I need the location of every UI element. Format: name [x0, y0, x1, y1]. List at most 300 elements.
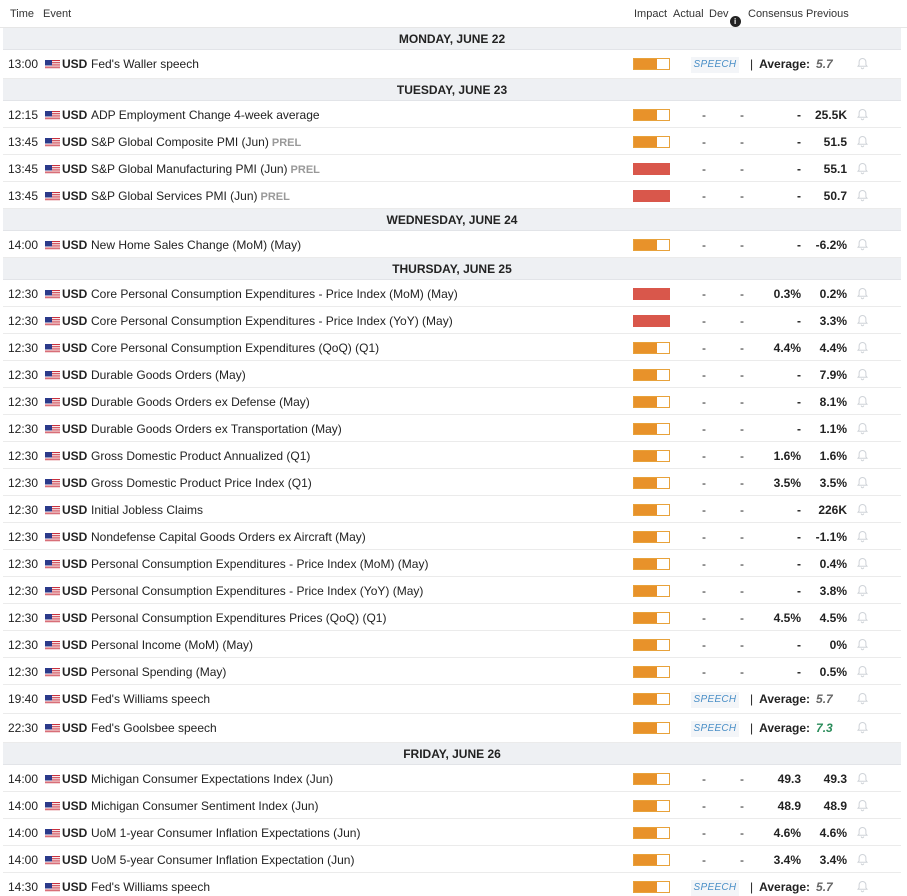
header-time[interactable]: Time — [10, 8, 35, 20]
bell-icon[interactable] — [856, 611, 869, 624]
previous-value: 48.9 — [823, 799, 847, 813]
previous-value: 226K — [818, 503, 847, 517]
separator: | — [750, 880, 754, 894]
us-flag-icon — [45, 694, 60, 704]
event-name-text: Fed's Goolsbee speech — [91, 721, 217, 735]
event-time: 14:00 — [8, 799, 39, 813]
impact-bar — [633, 369, 670, 381]
event-time: 12:30 — [8, 422, 39, 436]
average-number: 5.7 — [816, 880, 833, 894]
impact-bar — [633, 504, 670, 516]
impact-bar — [633, 315, 670, 327]
deviation-value: - — [740, 238, 744, 252]
actual-value: - — [702, 638, 706, 652]
previous-value: -1.1% — [815, 530, 847, 544]
impact-bar — [633, 58, 670, 70]
deviation-value: - — [740, 449, 744, 463]
event-row[interactable] — [3, 334, 901, 361]
average-number: 5.7 — [816, 692, 833, 706]
previous-value: 0.5% — [819, 665, 847, 679]
impact-bar-fill — [634, 289, 669, 299]
impact-bar-fill — [634, 343, 657, 353]
consensus-value: 3.4% — [773, 853, 801, 867]
bell-icon[interactable] — [856, 638, 869, 651]
impact-bar-fill — [634, 640, 657, 650]
deviation-value: - — [740, 638, 744, 652]
event-name[interactable] — [91, 57, 199, 71]
us-flag-icon — [45, 424, 60, 434]
impact-bar-fill — [634, 478, 657, 488]
previous-value: 0.2% — [819, 287, 847, 301]
event-name[interactable] — [91, 530, 366, 544]
event-row[interactable] — [3, 658, 901, 685]
impact-bar — [633, 531, 670, 543]
us-flag-icon — [45, 343, 60, 353]
event-name-text: Gross Domestic Product Price Index (Q1) — [91, 476, 312, 490]
prel-badge: PREL — [271, 137, 302, 149]
header-consensus[interactable]: Consensus — [748, 8, 804, 20]
impact-bar-fill — [634, 370, 657, 380]
bell-icon[interactable] — [856, 57, 869, 70]
event-row[interactable] — [3, 469, 901, 496]
us-flag-icon — [45, 289, 60, 299]
previous-value: 1.6% — [819, 449, 847, 463]
bell-icon[interactable] — [856, 799, 869, 812]
event-name[interactable] — [91, 314, 453, 328]
event-name[interactable] — [91, 449, 310, 463]
impact-bar-fill — [634, 694, 657, 704]
consensus-value: 1.6% — [773, 449, 801, 463]
event-row[interactable] — [3, 496, 901, 523]
event-row[interactable] — [3, 231, 901, 258]
us-flag-icon — [45, 828, 60, 838]
actual-value: - — [702, 853, 706, 867]
consensus-value: 0.3% — [773, 287, 801, 301]
bell-icon[interactable] — [856, 503, 869, 516]
deviation-value: - — [740, 611, 744, 625]
bell-icon[interactable] — [856, 314, 869, 327]
event-name[interactable] — [91, 584, 423, 598]
event-name-text: S&P Global Services PMI (Jun) — [91, 189, 258, 203]
us-flag-icon — [45, 451, 60, 461]
event-time: 19:40 — [8, 692, 39, 706]
event-currency: USD — [62, 287, 88, 301]
impact-bar — [633, 666, 670, 678]
event-currency: USD — [62, 692, 88, 706]
actual-value: - — [702, 189, 706, 203]
impact-bar — [633, 136, 670, 148]
previous-value: 7.9% — [819, 368, 847, 382]
actual-value: - — [702, 135, 706, 149]
event-currency: USD — [62, 341, 88, 355]
event-row[interactable] — [3, 523, 901, 550]
event-name-text: Core Personal Consumption Expenditures (QoQ) (Q1) — [91, 341, 380, 355]
previous-value: 4.5% — [819, 611, 847, 625]
event-row[interactable] — [3, 765, 901, 792]
event-time: 14:00 — [8, 853, 39, 867]
event-currency: USD — [62, 422, 88, 436]
consensus-value: - — [797, 368, 801, 382]
actual-value: - — [702, 287, 706, 301]
event-time: 12:30 — [8, 665, 39, 679]
average-label: Average: — [759, 57, 811, 71]
previous-value: 8.1% — [819, 395, 847, 409]
event-row[interactable] — [3, 307, 901, 334]
event-name[interactable] — [91, 476, 312, 490]
event-row[interactable] — [3, 873, 901, 896]
average-label: Average: — [759, 880, 811, 894]
event-row[interactable] — [3, 577, 901, 604]
deviation-value: - — [740, 584, 744, 598]
average-label: Average: — [759, 692, 811, 706]
impact-bar — [633, 827, 670, 839]
us-flag-icon — [45, 59, 60, 69]
event-name-text: Michigan Consumer Sentiment Index (Jun) — [91, 799, 319, 813]
us-flag-icon — [45, 532, 60, 542]
event-row[interactable] — [3, 415, 901, 442]
info-icon[interactable]: i — [730, 16, 741, 27]
previous-value: 3.3% — [819, 314, 847, 328]
event-time: 12:30 — [8, 584, 39, 598]
event-time: 13:00 — [8, 57, 39, 71]
bell-icon[interactable] — [856, 395, 869, 408]
event-name[interactable] — [91, 395, 310, 409]
average-number: 5.7 — [816, 57, 833, 71]
impact-bar-fill — [634, 164, 669, 174]
average-value — [750, 692, 833, 706]
bell-icon[interactable] — [856, 557, 869, 570]
deviation-value: - — [740, 395, 744, 409]
event-name[interactable] — [91, 108, 320, 122]
event-time: 14:00 — [8, 772, 39, 786]
consensus-value: - — [797, 584, 801, 598]
event-name[interactable] — [91, 665, 226, 679]
event-name-text: Durable Goods Orders ex Transportation (May) — [91, 422, 342, 436]
event-row[interactable] — [3, 50, 901, 79]
bell-icon[interactable] — [856, 422, 869, 435]
bell-icon[interactable] — [856, 135, 869, 148]
impact-bar-fill — [634, 240, 657, 250]
actual-value: - — [702, 799, 706, 813]
event-row[interactable] — [3, 388, 901, 415]
us-flag-icon — [45, 505, 60, 515]
impact-bar-fill — [634, 723, 657, 733]
event-time: 14:30 — [8, 880, 39, 894]
event-time: 12:30 — [8, 449, 39, 463]
impact-bar-fill — [634, 397, 657, 407]
speech-badge: SPEECH — [691, 880, 739, 896]
event-time: 12:30 — [8, 611, 39, 625]
actual-value: - — [702, 238, 706, 252]
event-time: 14:00 — [8, 238, 39, 252]
event-name-text: Initial Jobless Claims — [91, 503, 204, 517]
event-name-text: S&P Global Composite PMI (Jun) — [91, 135, 269, 149]
deviation-value: - — [740, 772, 744, 786]
event-name-text: Nondefense Capital Goods Orders ex Aircraft (May) — [91, 530, 366, 544]
header-event[interactable]: Event — [43, 8, 72, 20]
bell-icon[interactable] — [856, 772, 869, 785]
event-currency: USD — [62, 503, 88, 517]
impact-bar-fill — [634, 59, 657, 69]
event-name[interactable] — [91, 422, 342, 436]
event-time: 12:30 — [8, 287, 39, 301]
event-name-text: UoM 1-year Consumer Inflation Expectations (Jun) — [91, 826, 361, 840]
impact-bar — [633, 239, 670, 251]
event-row[interactable] — [3, 550, 901, 577]
event-name-text: UoM 5-year Consumer Inflation Expectation (Jun) — [91, 853, 355, 867]
us-flag-icon — [45, 855, 60, 865]
separator: | — [750, 692, 754, 706]
day-header: TUESDAY, JUNE 23 — [3, 79, 901, 101]
header-impact[interactable]: Impact — [634, 8, 668, 20]
impact-bar-fill — [634, 451, 657, 461]
deviation-value: - — [740, 826, 744, 840]
calendar-header — [0, 0, 907, 28]
impact-bar — [633, 190, 670, 202]
previous-value: -6.2% — [815, 238, 847, 252]
prel-badge: PREL — [260, 191, 290, 203]
previous-value: 0% — [829, 638, 847, 652]
event-name-text: Fed's Williams speech — [91, 880, 210, 894]
header-actual[interactable]: Actual — [673, 8, 704, 20]
event-name[interactable] — [91, 135, 301, 149]
event-name[interactable] — [91, 721, 217, 735]
event-row[interactable] — [3, 101, 901, 128]
us-flag-icon — [45, 316, 60, 326]
bell-icon[interactable] — [856, 368, 869, 381]
bell-icon[interactable] — [856, 341, 869, 354]
bell-icon[interactable] — [856, 238, 869, 251]
event-name-text: Personal Consumption Expenditures - Price Index (MoM) (May) — [91, 557, 429, 571]
bell-icon[interactable] — [856, 665, 869, 678]
bell-icon[interactable] — [856, 449, 869, 462]
bell-icon[interactable] — [856, 584, 869, 597]
impact-bar — [633, 639, 670, 651]
event-time: 12:30 — [8, 341, 39, 355]
actual-value: - — [702, 395, 706, 409]
impact-bar — [633, 722, 670, 734]
event-name[interactable] — [91, 772, 333, 786]
header-dev[interactable]: Dev i — [709, 8, 729, 20]
us-flag-icon — [45, 586, 60, 596]
event-name[interactable] — [91, 853, 354, 867]
event-currency: USD — [62, 772, 88, 786]
event-row[interactable] — [3, 714, 901, 743]
event-currency: USD — [62, 368, 88, 382]
impact-bar-fill — [634, 191, 669, 201]
consensus-value: - — [797, 314, 801, 328]
event-row[interactable] — [3, 631, 901, 658]
bell-icon[interactable] — [856, 853, 869, 866]
previous-value: 0.4% — [819, 557, 847, 571]
impact-bar-fill — [634, 613, 657, 623]
event-currency: USD — [62, 57, 88, 71]
consensus-value: - — [797, 422, 801, 436]
event-name-text: Durable Goods Orders ex Defense (May) — [91, 395, 310, 409]
day-header: WEDNESDAY, JUNE 24 — [3, 209, 901, 231]
us-flag-icon — [45, 667, 60, 677]
us-flag-icon — [45, 370, 60, 380]
event-currency: USD — [62, 135, 88, 149]
bell-icon[interactable] — [856, 108, 869, 121]
consensus-value: - — [797, 395, 801, 409]
event-row[interactable] — [3, 182, 901, 209]
event-name[interactable] — [91, 341, 379, 355]
previous-value: 3.4% — [819, 853, 847, 867]
actual-value: - — [702, 772, 706, 786]
event-currency: USD — [62, 530, 88, 544]
actual-value: - — [702, 530, 706, 544]
event-row[interactable] — [3, 846, 901, 873]
consensus-value: 48.9 — [777, 799, 801, 813]
us-flag-icon — [45, 559, 60, 569]
previous-value: 51.5 — [823, 135, 847, 149]
day-header: THURSDAY, JUNE 25 — [3, 258, 901, 280]
event-name[interactable] — [91, 826, 360, 840]
impact-bar — [633, 800, 670, 812]
average-number: 7.3 — [816, 721, 833, 735]
impact-bar — [633, 477, 670, 489]
actual-value: - — [702, 108, 706, 122]
event-time: 12:30 — [8, 476, 39, 490]
event-currency: USD — [62, 880, 88, 894]
bell-icon[interactable] — [856, 476, 869, 489]
event-name[interactable] — [91, 557, 428, 571]
event-name[interactable] — [91, 503, 203, 517]
impact-bar — [633, 585, 670, 597]
event-name[interactable] — [91, 611, 386, 625]
actual-value: - — [702, 611, 706, 625]
bell-icon[interactable] — [856, 162, 869, 175]
day-header: FRIDAY, JUNE 26 — [3, 743, 901, 765]
event-time: 13:45 — [8, 189, 39, 203]
event-name[interactable] — [91, 287, 458, 301]
event-row[interactable] — [3, 280, 901, 307]
bell-icon[interactable] — [856, 287, 869, 300]
consensus-value: - — [797, 557, 801, 571]
day-header: MONDAY, JUNE 22 — [3, 28, 901, 50]
event-name[interactable] — [91, 692, 210, 706]
impact-bar-fill — [634, 586, 657, 596]
impact-bar-fill — [634, 828, 657, 838]
impact-bar — [633, 396, 670, 408]
consensus-value: 49.3 — [777, 772, 801, 786]
average-label: Average: — [759, 721, 811, 735]
consensus-value: - — [797, 503, 801, 517]
consensus-value: - — [797, 108, 801, 122]
consensus-value: - — [797, 189, 801, 203]
event-currency: USD — [62, 476, 88, 490]
consensus-value: - — [797, 665, 801, 679]
deviation-value: - — [740, 853, 744, 867]
consensus-value: - — [797, 162, 801, 176]
event-currency: USD — [62, 721, 88, 735]
actual-value: - — [702, 162, 706, 176]
impact-bar-fill — [634, 110, 657, 120]
event-time: 14:00 — [8, 826, 39, 840]
bell-icon[interactable] — [856, 826, 869, 839]
event-name-text: Personal Consumption Expenditures - Price Index (YoY) (May) — [91, 584, 424, 598]
event-time: 12:30 — [8, 395, 39, 409]
deviation-value: - — [740, 799, 744, 813]
deviation-value: - — [740, 368, 744, 382]
actual-value: - — [702, 422, 706, 436]
event-time: 12:30 — [8, 638, 39, 652]
event-name[interactable] — [91, 238, 301, 252]
event-row[interactable] — [3, 442, 901, 469]
event-currency: USD — [62, 395, 88, 409]
deviation-value: - — [740, 665, 744, 679]
impact-bar-fill — [634, 316, 669, 326]
event-currency: USD — [62, 799, 88, 813]
event-name-text: Fed's Williams speech — [91, 692, 210, 706]
event-currency: USD — [62, 611, 88, 625]
event-name[interactable] — [91, 880, 210, 894]
event-time: 13:45 — [8, 135, 39, 149]
speech-badge: SPEECH — [691, 692, 739, 708]
speech-badge: SPEECH — [691, 721, 739, 737]
event-name[interactable] — [91, 368, 246, 382]
event-row[interactable] — [3, 361, 901, 388]
impact-bar-fill — [634, 559, 657, 569]
event-row[interactable] — [3, 819, 901, 846]
event-row[interactable] — [3, 128, 901, 155]
event-row[interactable] — [3, 685, 901, 714]
event-currency: USD — [62, 108, 88, 122]
deviation-value: - — [740, 287, 744, 301]
previous-value: 1.1% — [819, 422, 847, 436]
deviation-value: - — [740, 135, 744, 149]
bell-icon[interactable] — [856, 880, 869, 893]
event-row[interactable] — [3, 792, 901, 819]
header-previous[interactable]: Previous — [806, 8, 849, 20]
impact-bar — [633, 612, 670, 624]
bell-icon[interactable] — [856, 721, 869, 734]
event-name[interactable] — [91, 162, 320, 176]
impact-bar-fill — [634, 505, 657, 515]
consensus-value: - — [797, 638, 801, 652]
actual-value: - — [702, 449, 706, 463]
event-currency: USD — [62, 665, 88, 679]
us-flag-icon — [45, 110, 60, 120]
event-name[interactable] — [91, 189, 290, 203]
event-name[interactable] — [91, 799, 318, 813]
impact-bar — [633, 773, 670, 785]
event-name[interactable] — [91, 638, 253, 652]
consensus-value: - — [797, 238, 801, 252]
bell-icon[interactable] — [856, 692, 869, 705]
bell-icon[interactable] — [856, 189, 869, 202]
impact-bar-fill — [634, 137, 657, 147]
actual-value: - — [702, 665, 706, 679]
previous-value: 55.1 — [823, 162, 847, 176]
impact-bar — [633, 558, 670, 570]
event-row[interactable] — [3, 155, 901, 182]
deviation-value: - — [740, 108, 744, 122]
event-name-text: Personal Income (MoM) (May) — [91, 638, 254, 652]
event-row[interactable] — [3, 604, 901, 631]
event-currency: USD — [62, 557, 88, 571]
event-name-text: Core Personal Consumption Expenditures - Price Index (MoM) (May) — [91, 287, 458, 301]
consensus-value: 4.6% — [773, 826, 801, 840]
impact-bar-fill — [634, 801, 657, 811]
consensus-value: 4.4% — [773, 341, 801, 355]
event-currency: USD — [62, 314, 88, 328]
deviation-value: - — [740, 314, 744, 328]
consensus-value: - — [797, 135, 801, 149]
bell-icon[interactable] — [856, 530, 869, 543]
actual-value: - — [702, 826, 706, 840]
